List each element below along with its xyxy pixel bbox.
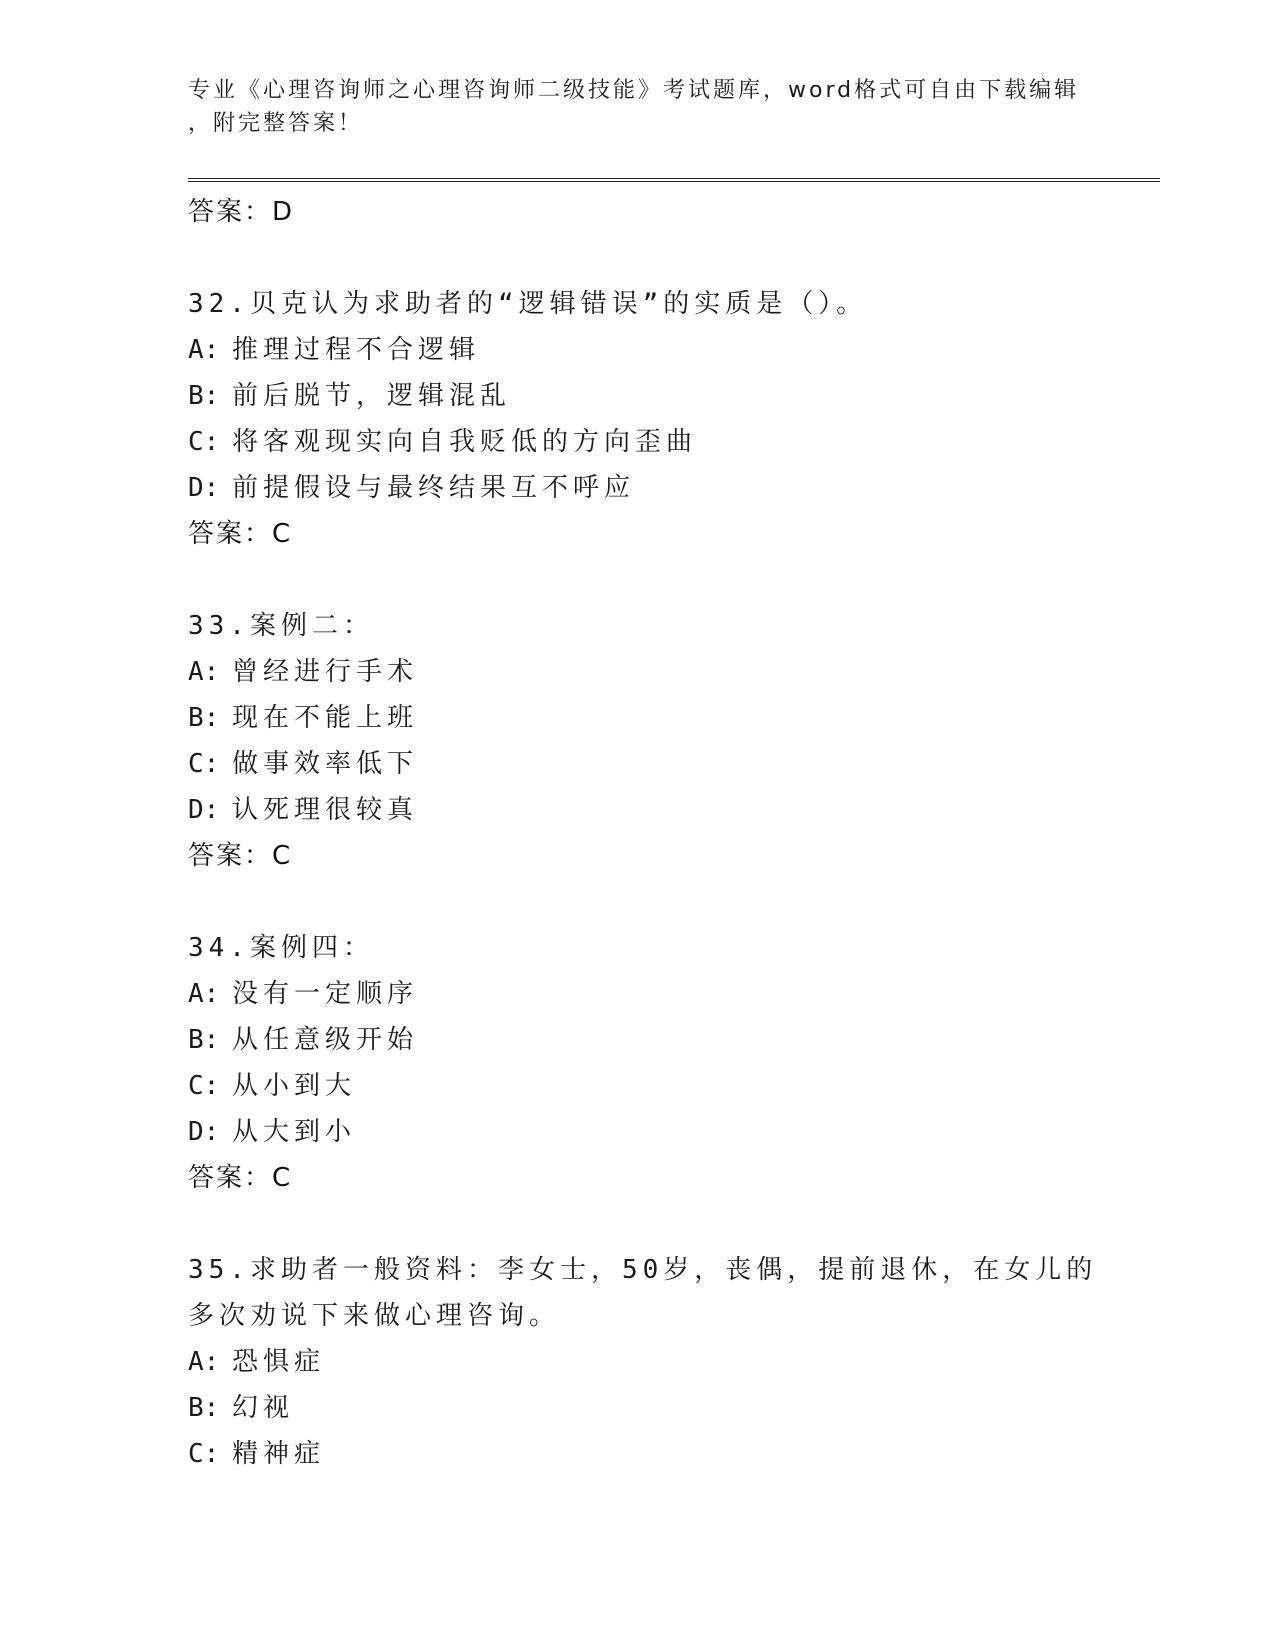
option-letter: A: [188, 335, 220, 365]
option-text: 幻视 [232, 1393, 295, 1423]
option-b [188, 373, 1128, 419]
option-text: 从大到小 [232, 1117, 357, 1147]
option-c [188, 1431, 1128, 1477]
question-text: 32.贝克认为求助者的“逻辑错误”的实质是（）。 [188, 289, 868, 319]
option-a [188, 971, 1128, 1017]
option-letter: D: [188, 473, 220, 503]
option-letter: A: [188, 657, 220, 687]
option-text: 没有一定顺序 [232, 979, 419, 1009]
option-letter: C: [188, 427, 220, 457]
option-a [188, 327, 1128, 373]
option-letter: D: [188, 795, 220, 825]
option-d [188, 787, 1128, 833]
option-letter: A: [188, 1347, 220, 1377]
answer-line: 答案：C [188, 519, 293, 549]
option-letter: B: [188, 1393, 220, 1423]
question-33 [188, 603, 1128, 879]
option-letter: B: [188, 703, 220, 733]
option-a [188, 649, 1128, 695]
option-text: 从小到大 [232, 1071, 357, 1101]
option-d [188, 1109, 1128, 1155]
option-text: 曾经进行手术 [232, 657, 419, 687]
option-text: 恐惧症 [232, 1347, 326, 1377]
option-c [188, 741, 1128, 787]
header-title-line-1: 专业《心理咨询师之心理咨询师二级技能》考试题库，word格式可自由下载编辑 [188, 78, 1080, 103]
question-list [188, 189, 1128, 1477]
option-letter: B: [188, 1025, 220, 1055]
option-a [188, 1339, 1128, 1385]
question-35 [188, 1247, 1128, 1477]
question-32 [188, 281, 1128, 557]
option-text: 认死理很较真 [232, 795, 419, 825]
option-letter: A: [188, 979, 220, 1009]
option-text: 现在不能上班 [232, 703, 419, 733]
question-text: 33.案例二： [188, 611, 374, 641]
previous-answer: 答案：D [188, 197, 295, 227]
option-text: 推理过程不合逻辑 [232, 335, 481, 365]
option-b [188, 1385, 1128, 1431]
option-letter: D: [188, 1117, 220, 1147]
question-text: 35.求助者一般资料：李女士，50岁，丧偶，提前退休，在女儿的多次劝说下来做心理咨询。 [188, 1255, 1098, 1331]
header-divider [188, 178, 1160, 182]
option-b [188, 1017, 1128, 1063]
option-c [188, 1063, 1128, 1109]
page-header [188, 74, 1088, 140]
option-text: 将客观现实向自我贬低的方向歪曲 [232, 427, 698, 457]
option-b [188, 695, 1128, 741]
option-text: 做事效率低下 [232, 749, 419, 779]
option-text: 从任意级开始 [232, 1025, 419, 1055]
option-text: 精神症 [232, 1439, 326, 1469]
option-letter: B: [188, 381, 220, 411]
answer-line: 答案：C [188, 1163, 293, 1193]
header-title-line-2: ，附完整答案！ [188, 111, 364, 136]
option-letter: C: [188, 1071, 220, 1101]
option-letter: C: [188, 749, 220, 779]
answer-line: 答案：C [188, 841, 293, 871]
option-text: 前提假设与最终结果互不呼应 [232, 473, 636, 503]
option-text: 前后脱节，逻辑混乱 [232, 381, 512, 411]
option-c [188, 419, 1128, 465]
option-letter: C: [188, 1439, 220, 1469]
question-34 [188, 925, 1128, 1201]
question-text: 34.案例四： [188, 933, 374, 963]
option-d [188, 465, 1128, 511]
